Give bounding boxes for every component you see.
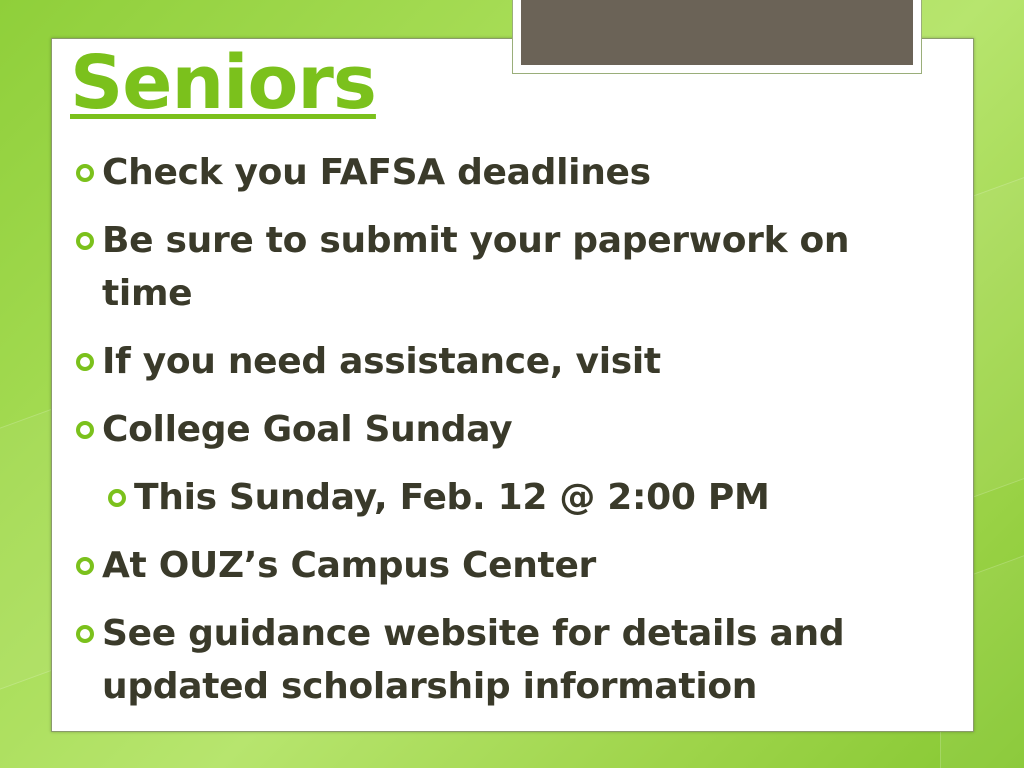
- slide-title: Seniors: [70, 40, 376, 126]
- header-tab: [521, 0, 913, 65]
- bullet-text: College Goal Sunday: [102, 409, 513, 450]
- bullet-item: [70, 539, 950, 592]
- bullet-text: This Sunday, Feb. 12 @ 2:00 PM: [134, 477, 770, 518]
- bullet-item: [70, 214, 950, 320]
- bullet-text: See guidance website for details and updated scholarship information: [102, 613, 845, 707]
- bullet-ring-icon: [76, 557, 94, 575]
- bullet-ring-icon: [76, 353, 94, 371]
- bullet-item: [70, 607, 950, 713]
- bullet-ring-icon: [108, 489, 126, 507]
- bullet-text: Check you FAFSA deadlines: [102, 152, 651, 193]
- bullet-item: [70, 146, 950, 199]
- bullet-ring-icon: [76, 421, 94, 439]
- bullet-ring-icon: [76, 164, 94, 182]
- bullet-ring-icon: [76, 625, 94, 643]
- bullet-item: [70, 335, 950, 388]
- sub-bullet-item: [70, 471, 950, 524]
- bullet-list: [70, 146, 950, 728]
- bullet-text: If you need assistance, visit: [102, 341, 661, 382]
- bullet-item: [70, 403, 950, 456]
- bullet-ring-icon: [76, 232, 94, 250]
- header-tab-frame: [512, 0, 922, 74]
- bullet-text: At OUZ’s Campus Center: [102, 545, 597, 586]
- bullet-text: Be sure to submit your paperwork on time: [102, 220, 850, 314]
